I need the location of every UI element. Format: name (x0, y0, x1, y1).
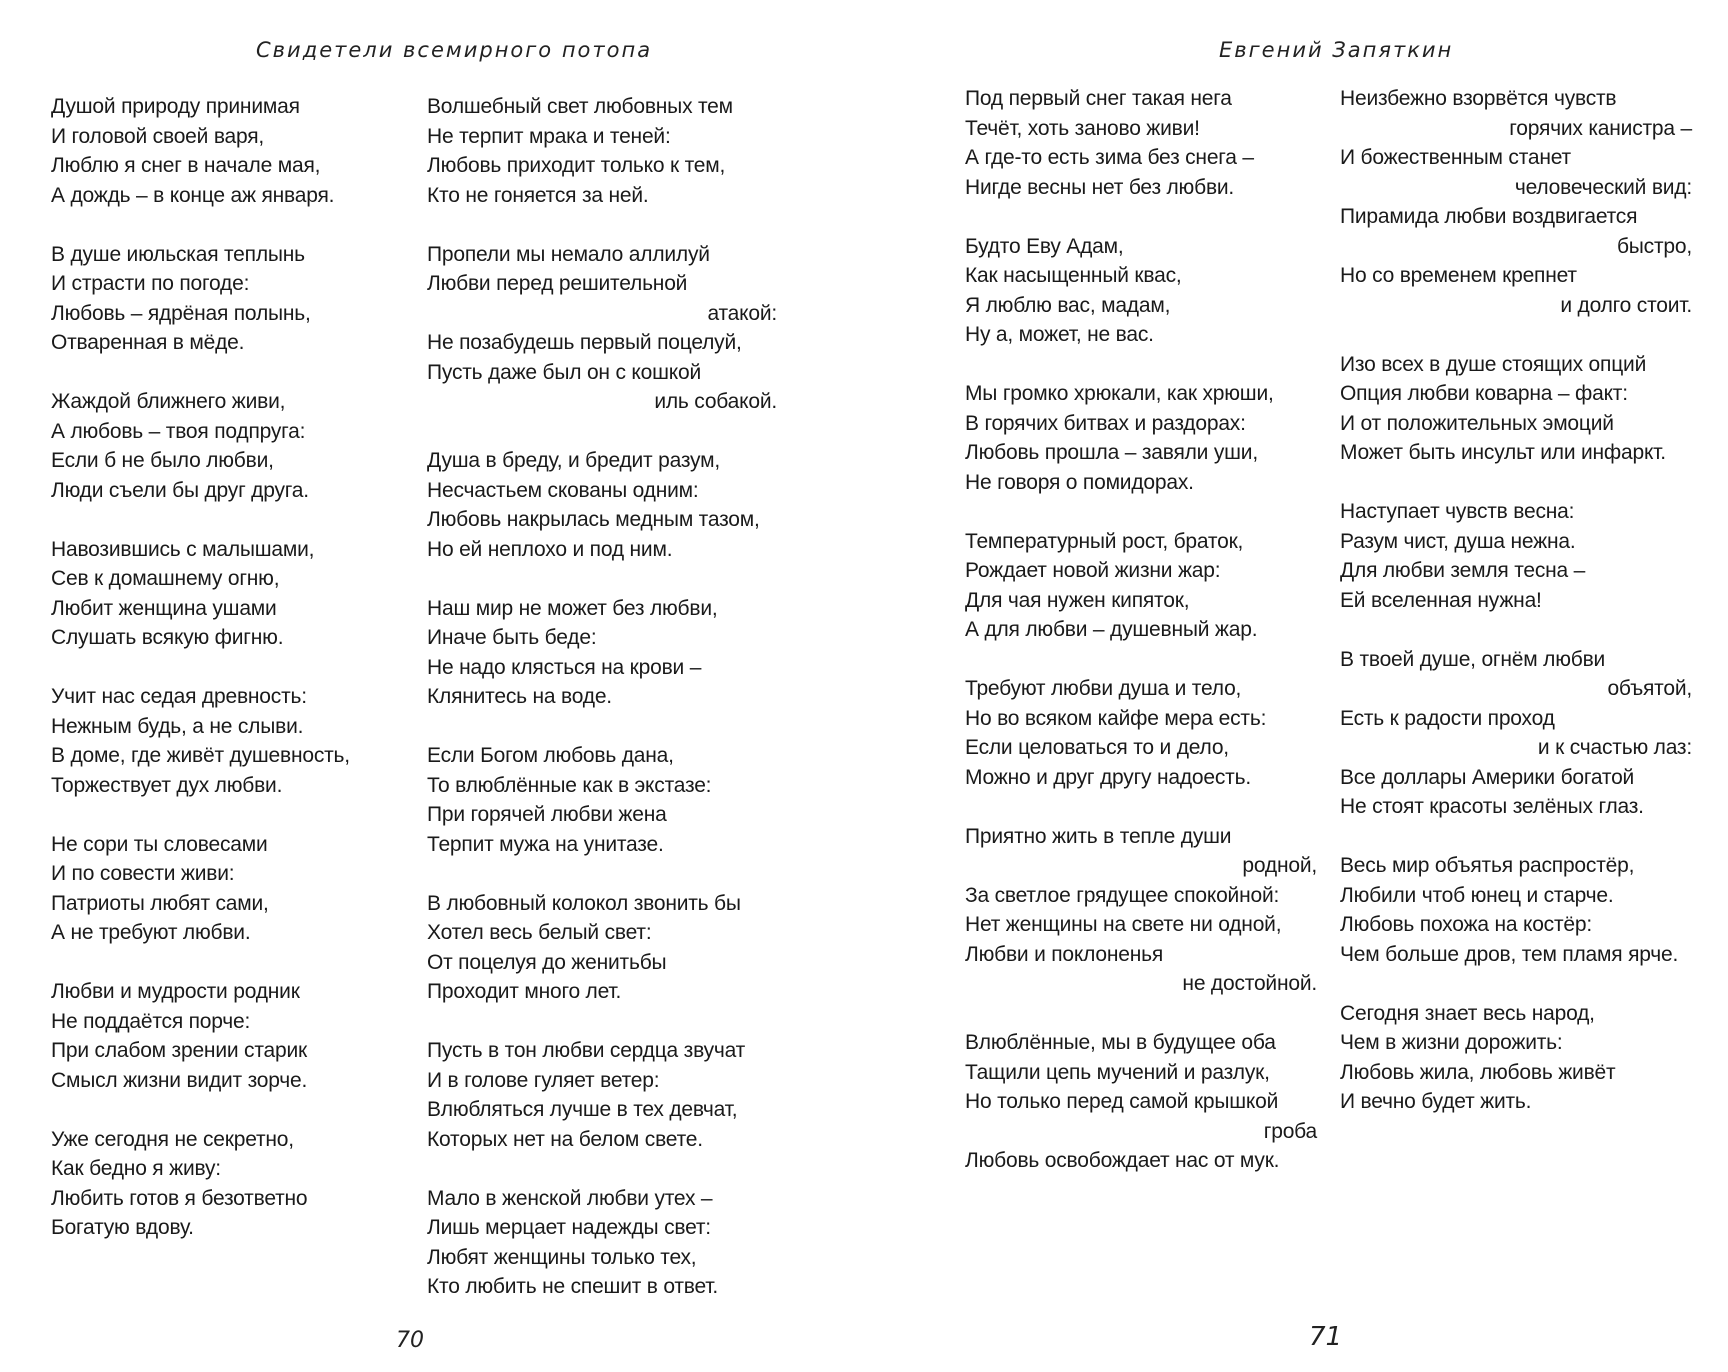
stanza (51, 682, 381, 800)
verse-line: Наш мир не может без любви, (427, 596, 718, 620)
verse-line: Весь мир объятья распростёр, (1340, 854, 1635, 877)
verse-line: Навозившись с малышами, (51, 537, 315, 561)
stanza (51, 92, 381, 210)
stanza (427, 741, 777, 859)
verse-line: не достойной. (1182, 972, 1317, 995)
verse-line: Но только перед самой крышкой (965, 1090, 1279, 1113)
stanza (427, 594, 777, 712)
verse-line: В горячих битвах и раздорах: (965, 411, 1246, 435)
verse-line: родной, (1242, 854, 1317, 877)
verse-line: И в голове гуляет ветер: (427, 1068, 660, 1092)
verse-line: Любили чтоб юнец и старче. (1340, 883, 1614, 907)
verse-line: Кто любить не спешит в ответ. (427, 1275, 719, 1298)
verse-line: и долго стоит. (1560, 293, 1692, 317)
verse-line: Нет женщины на свете ни одной, (965, 913, 1282, 936)
verse-line: Торжествует дух любви. (51, 773, 283, 797)
verse-line: Терпит мужа на унитазе. (427, 832, 664, 856)
stanza (1340, 999, 1692, 1117)
verse-line: Смысл жизни видит зорче. (51, 1068, 308, 1092)
verse-line: Если целоваться то и дело, (965, 736, 1229, 759)
verse-line: Для чая нужен кипяток, (965, 588, 1190, 612)
verse-line: Любовь – ядрёная полынь, (51, 301, 311, 325)
verse-line: Несчастьем скованы одним: (427, 478, 699, 502)
stanza (51, 830, 381, 948)
verse-line: Патриоты любят сами, (51, 891, 269, 915)
verse-line: Не терпит мрака и теней: (427, 124, 671, 148)
verse-line: И от положительных эмоций (1340, 411, 1614, 435)
stanza (51, 1125, 381, 1243)
verse-line: Иначе быть беде: (427, 626, 597, 649)
verse-line: И головой своей варя, (51, 124, 265, 148)
verse-line: Все доллары Америки богатой (1340, 765, 1635, 789)
verse-line: Любви перед решительной (427, 272, 688, 295)
verse-line: Неизбежно взорвётся чувств (1340, 87, 1617, 110)
verse-line: Но со временем крепнет (1340, 264, 1577, 287)
verse-line: Любви и поклоненья (965, 942, 1164, 966)
stanza (1340, 497, 1692, 615)
verse-line: Любовь приходит только к тем, (427, 154, 726, 177)
verse-line: Отваренная в мёде. (51, 331, 245, 354)
verse-line: В душе июльская теплынь (51, 242, 305, 266)
left-page-column-2 (427, 92, 777, 1331)
verse-line: Сегодня знает весь народ, (1340, 1001, 1595, 1025)
verse-line: Я люблю вас, мадам, (965, 293, 1171, 317)
verse-line: Любовь жила, любовь живёт (1340, 1060, 1616, 1084)
verse-line: Нигде весны нет без любви. (965, 175, 1235, 199)
verse-line: быстро, (1616, 234, 1692, 258)
verse-line: В любовный колокол звонить бы (427, 891, 741, 915)
verse-line: Как насыщенный квас, (965, 264, 1182, 287)
verse-line: Ей вселенная нужна! (1340, 588, 1542, 612)
verse-line: Чем больше дров, тем пламя ярче. (1340, 942, 1679, 966)
stanza (1340, 851, 1692, 969)
left-page-column-1 (51, 92, 381, 1272)
stanza (1340, 645, 1692, 822)
stanza (965, 822, 1317, 999)
verse-line: За светлое грядущее спокойной: (965, 883, 1280, 907)
running-head-left: Свидетели всемирного потопа (256, 38, 653, 62)
verse-line: Нежным будь, а не слыви. (51, 714, 304, 738)
verse-line: атакой: (707, 301, 777, 325)
verse-line: Не сори ты словесами (51, 832, 268, 856)
verse-line: Любить готов я безответно (51, 1186, 308, 1210)
right-page (864, 0, 1728, 1372)
verse-line: Люблю я снег в начале мая, (51, 154, 321, 177)
verse-line: Не надо клясться на крови – (427, 655, 702, 679)
verse-line: Слушать всякую фигню. (51, 626, 284, 649)
stanza (51, 977, 381, 1095)
verse-line: Кто не гоняется за ней. (427, 183, 649, 207)
verse-line: Под первый снег такая нега (965, 87, 1232, 110)
verse-line: Учит нас седая древность: (51, 685, 307, 708)
verse-line: А не требуют любви. (51, 921, 251, 944)
verse-line: человеческий вид: (1514, 175, 1692, 199)
verse-line: иль собакой. (654, 390, 777, 413)
verse-line: Проходит много лет. (427, 980, 622, 1003)
verse-line: Тащили цепь мучений и разлук, (965, 1060, 1270, 1084)
stanza (51, 535, 381, 653)
verse-line: Пирамида любви воздвигается (1340, 205, 1638, 228)
verse-line: Богатую вдову. (51, 1216, 194, 1239)
verse-line: Не поддаётся порче: (51, 1009, 251, 1033)
right-page-column-2 (1340, 84, 1692, 1146)
verse-line: Любви и мудрости родник (51, 980, 300, 1003)
verse-line: Если б не было любви, (51, 449, 274, 472)
verse-line: И страсти по погоде: (51, 272, 250, 295)
stanza (427, 92, 777, 210)
verse-line: Влюбляться лучше в тех девчат, (427, 1098, 738, 1121)
verse-line: Рождает новой жизни жар: (965, 559, 1221, 582)
verse-line: И вечно будет жить. (1340, 1090, 1532, 1113)
stanza (427, 240, 777, 417)
verse-line: А где-то есть зима без снега – (965, 146, 1254, 169)
verse-line: И божественным станет (1340, 146, 1571, 169)
verse-line: Мало в женской любви утех – (427, 1186, 713, 1210)
verse-line: Приятно жить в тепле души (965, 824, 1232, 848)
verse-line: То влюблённые как в экстазе: (427, 773, 712, 797)
verse-line: Любовь похожа на костёр: (1340, 913, 1592, 936)
verse-line: Но во всяком кайфе мера есть: (965, 706, 1267, 730)
stanza (965, 84, 1317, 202)
verse-line: Как бедно я живу: (51, 1157, 221, 1180)
verse-line: Не говоря о помидорах. (965, 470, 1194, 494)
page-number-left: 70 (396, 1328, 424, 1353)
verse-line: Хотел весь белый свет: (427, 921, 652, 944)
verse-line: Пусть в тон любви сердца звучат (427, 1039, 746, 1062)
stanza (427, 1184, 777, 1302)
verse-line: Клянитесь на воде. (427, 685, 612, 708)
verse-line: Мы громко хрюкали, как хрюши, (965, 382, 1274, 405)
stanza (965, 674, 1317, 792)
right-page-column-1 (965, 84, 1317, 1205)
verse-line: гроба (1263, 1119, 1317, 1143)
verse-line: В доме, где живёт душевность, (51, 744, 350, 767)
verse-line: Требуют любви душа и тело, (965, 677, 1242, 700)
verse-line: Влюблённые, мы в будущее оба (965, 1031, 1276, 1054)
verse-line: Разум чист, душа нежна. (1340, 529, 1576, 553)
verse-line: А любовь – твоя подпруга: (51, 419, 306, 443)
verse-line: Будто Еву Адам, (965, 234, 1124, 258)
verse-line: Ну а, может, не вас. (965, 323, 1154, 346)
stanza (1340, 350, 1692, 468)
verse-line: А дождь – в конце аж января. (51, 183, 335, 207)
verse-line: Если Богом любовь дана, (427, 744, 674, 767)
verse-line: Лишь мерцает надежды свет: (427, 1216, 711, 1239)
verse-line: Любят женщины только тех, (427, 1245, 697, 1269)
verse-line: Опция любви коварна – факт: (1340, 382, 1628, 405)
verse-line: Пропели мы немало аллилуй (427, 242, 710, 266)
verse-line: Люди съели бы друг друга. (51, 478, 309, 502)
stanza (1340, 84, 1692, 320)
verse-line: Но ей неплохо и под ним. (427, 537, 673, 561)
verse-line: Для любви земля тесна – (1340, 559, 1586, 582)
verse-line: Жаждой ближнего живи, (51, 390, 286, 413)
verse-line: Не стоят красоты зелёных глаз. (1340, 795, 1644, 818)
verse-line: Чем в жизни дорожить: (1340, 1031, 1563, 1054)
verse-line: И по совести живи: (51, 862, 235, 885)
verse-line: При слабом зрении старик (51, 1039, 307, 1062)
stanza (965, 232, 1317, 350)
verse-line: Волшебный свет любовных тем (427, 95, 733, 118)
verse-line: Которых нет на белом свете. (427, 1127, 703, 1151)
page-number-right: 71 (1309, 1322, 1343, 1352)
verse-line: Любовь накрылась медным тазом, (427, 508, 760, 531)
stanza (51, 240, 381, 358)
verse-line: Можно и друг другу надоесть. (965, 765, 1251, 789)
verse-line: Любовь освобождает нас от мук. (965, 1149, 1280, 1172)
stanza (51, 387, 381, 505)
verse-line: Любовь прошла – завяли уши, (965, 441, 1258, 464)
verse-line: Может быть инсульт или инфаркт. (1340, 441, 1666, 464)
verse-line: В твоей душе, огнём любви (1340, 647, 1606, 671)
verse-line: Температурный рост, браток, (965, 529, 1244, 553)
verse-line: Есть к радости проход (1340, 706, 1555, 730)
verse-line: А для любви – душевный жар. (965, 618, 1258, 641)
verse-line: горячих канистра – (1509, 116, 1692, 140)
verse-line: Уже сегодня не секретно, (51, 1127, 294, 1151)
verse-line: Изо всех в душе стоящих опций (1340, 352, 1647, 376)
verse-line: и к счастью лаз: (1537, 736, 1692, 759)
verse-line: Душа в бреду, и бредит разум, (427, 449, 720, 472)
verse-line: Душой природу принимая (51, 95, 300, 118)
verse-line: Течёт, хоть заново живи! (965, 116, 1200, 140)
verse-line: Наступает чувств весна: (1340, 500, 1575, 523)
stanza (427, 446, 777, 564)
stanza (965, 1028, 1317, 1176)
stanza (427, 889, 777, 1007)
verse-line: Сев к домашнему огню, (51, 567, 280, 590)
verse-line: Любит женщина ушами (51, 596, 277, 620)
running-head-right: Евгений Запяткин (1219, 38, 1454, 62)
stanza (965, 527, 1317, 645)
verse-line: объятой, (1607, 677, 1692, 700)
stanza (965, 379, 1317, 497)
verse-line: Не позабудешь первый поцелуй, (427, 331, 742, 354)
stanza (427, 1036, 777, 1154)
verse-line: От поцелуя до женитьбы (427, 950, 667, 974)
verse-line: При горячей любви жена (427, 803, 667, 826)
verse-line: Пусть даже был он с кошкой (427, 360, 701, 384)
